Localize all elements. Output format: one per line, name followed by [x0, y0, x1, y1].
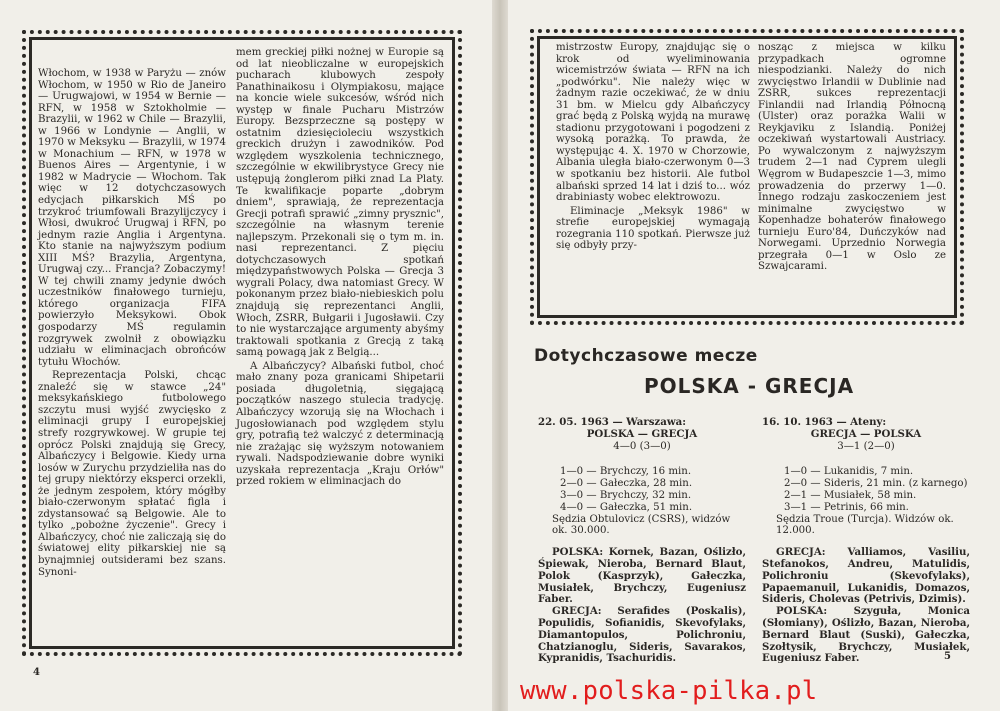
goal-entry: 2—0 — Gałeczka, 28 min.	[560, 478, 693, 490]
goal-list	[538, 466, 746, 513]
match-teams: POLSKA — GRECJA	[586, 427, 698, 440]
paragraph: mistrzostw Europy, znajdując się o krok od wyeliminowania wicemistrzów świata — RFN na ich „podwórku". Nie należy więc w żadnym razie oczekiwać, że w dniu 31 bm. w Mielcu gdy Albańczycy grać będą z Polską wyjdą na murawę stadionu przygotowani i pogodzeni z wysoką porażką. To prawda, że występując 4. X. 1970 w Chorzowie, Albania uległa biało-czerwonym 0—3 w spotkaniu bez historii. Ale futbol albański sprzed 14 lat i dziś to... wóz drabiniasty wobec elektrowozu.	[556, 42, 750, 204]
referee-info: Sędzia Obtulovicz (CSRS), widzów ok. 30.000.	[552, 513, 731, 537]
goal-entry: 1—0 — Brychczy, 16 min.	[560, 466, 692, 478]
match-date: 16. 10. 1963 — Ateny:	[762, 416, 887, 428]
goal-entry: 2—0 — Sideris, 21 min. (z karnego)	[784, 478, 968, 490]
right-column-2	[758, 42, 946, 273]
goal-entry: 3—1 — Petrinis, 66 min.	[784, 501, 909, 513]
lineups	[538, 547, 746, 665]
match-date: 22. 05. 1963 — Warszawa:	[538, 416, 686, 428]
page-number-left: 4	[33, 667, 40, 678]
left-column-1	[38, 68, 226, 578]
match-score: 3—1 (2—0)	[837, 440, 895, 452]
paragraph: Eliminacje „Meksyk 1986" w strefie europejskiej wymagają rozegrania 110 spotkań. Pierwsze już się odbyły przy-	[556, 205, 750, 252]
book-gutter	[492, 0, 508, 711]
lineups	[762, 547, 970, 665]
section-title: POLSKA - GRECJA	[643, 374, 855, 398]
page-number-right: 5	[944, 651, 951, 662]
goal-entry: 2—1 — Musiałek, 58 min.	[784, 489, 917, 501]
goal-list	[762, 466, 970, 513]
lineup-greece: GRECJA: Serafides (Poskalis), Populidis, Sofianidis, Skevofylaks, Diamantopulos, Polichroniu, Chatzianoglu, Sideris, Savarakos, Kypranidis, Tsachuridis.	[538, 605, 746, 665]
paragraph: mem greckiej piłki nożnej w Europie są od lat nieobliczalne w europejskich pucharach klubowych zespoły Panathinaikosu i Olympiakosu, mające na koncie wiele sukcesów, wśród nich występ w finale Pucharu Mistrzów Europy. Bezsprzeczne są postępy w ostatnim dziesięcioleciu wszystkich greckich drużyn i zawodników. Pod względem wyszkolenia technicznego, szczególnie w ekwilibrystyce Grecy nie ustępują żonglerom piłki znad La Platy. Te kwalifikacje poparte „dobrym dniem", sprawiają, że reprezentacja Grecji potrafi sprawić „zimny prysznic", szczególnie na własnym terenie najlepszym. Przekonali się o tym m. in. nasi reprezentanci. Z pięciu dotychczasowych spotkań międzypaństwowych Polska — Grecja 3 wygrali Polacy, dwa natomiast Grecy. W pokonanym przez biało-niebieskich polu znajdują się reprezentanci Anglii, Włoch, ZSRR, Bułgarii i Jugosławii. Czy to nie wystarczające argumenty abyśmy traktowali spotkania z Grecją z taką samą powagą jak z Belgią...	[236, 47, 444, 359]
paragraph: Reprezentacja Polski, chcąc znaleźć się w stawce „24" meksykańskiego futbolowego szczytu musi wyjść zwycięsko z eliminacji grupy I europejskiej strefy rozgrywkowej. W grupie tej oprócz Polski znajdują się Grecy, Albańczycy i Belgowie. Kiedy urna losów w Zurychu przydzieliła nas do tej grupy niektórzy eksperci orzekli, że jednym zespołem, który mógłby biało-czerwonym spłatać figla i zdystansować są Belgowie. Ale to tylko „pobożne życzenie". Grecy i Albańczycy, choć nie zaliczają się do światowej elity piłkarskiej nie są bynajmniej outsiderami bez szans. Synoni-	[38, 370, 226, 578]
lineup-greece: GRECJA: Valliamos, Vasiliu, Stefanokos, Andreu, Matulidis, Polichroniu (Skevofylaks), Papaemanuil, Lukanidis, Domazos, Sideris, Cholevas (Petrivis, Dzimis).	[762, 546, 970, 606]
left-column-2	[236, 47, 444, 488]
lineup-poland: POLSKA: Szyguła, Monica (Słomiany), Oślizło, Bazan, Nieroba, Bernard Blaut (Suski), Gałeczka, Szołtysik, Brychczy, Musiałek, Eugeniusz Faber.	[762, 605, 970, 665]
section-heading: Dotychczasowe mecze	[534, 346, 758, 366]
lineup-poland: POLSKA: Kornek, Bazan, Oślizło, Śpiewak, Nieroba, Bernard Blaut, Polok (Kasprzyk), Gałeczka, Musiałek, Brychczy, Eugeniusz Faber.	[538, 546, 746, 606]
paragraph: nosząc z miejsca w kilku przypadkach ogromne niespodzianki. Należy do nich zwycięstwo Irlandii w Dublinie nad ZSRR, sukces reprezentacji Finlandii nad Irlandią Północną (Ulster) oraz porażka Walii w Reykjaviku z Islandią. Poniżej oczekiwań wystartowali Austriacy. Po wywalczonym z najwyższym trudem 2—1 nad Cyprem ulegli Węgrom w Budapeszcie 1—3, mimo prowadzenia do przerwy 1—0. Innego rodzaju zaskoczeniem jest minimalne zwycięstwo w Kopenhadze bohaterów finałowego turnieju Euro'84, Duńczyków nad Norwegami. Uprzednio Norwegia przegrała 0—1 w Oslo ze Szwajcarami.	[758, 42, 946, 273]
goal-entry: 3—0 — Brychczy, 32 min.	[560, 489, 692, 501]
match-score: 4—0 (3—0)	[613, 440, 671, 452]
right-column-1	[556, 42, 750, 252]
paragraph: Włochom, w 1938 w Paryżu — znów Włochom, w 1950 w Rio de Janeiro — Urugwajowi, w 1954 w Bernie — RFN, w 1958 w Sztokholmie — Brazylii, w 1962 w Chile — Brazylii, w 1966 w Londynie — Anglii, w 1970 w Meksyku — Brazylii, w 1974 w Monachium — RFN, w 1978 w Buenos Aires — Argentynie, i w 1982 w Madrycie — Włochom. Tak więc w 12 dotychczasowych edycjach piłkarskich MŚ po trzykroć triumfowali Brazylijczycy i Włosi, dwukroć Urugwaj i RFN, po jednym razie Anglia i Argentyna. Kto stanie na najwyższym podium XIII MŚ? Brazylia, Argentyna, Urugwaj czy... Francja? Zobaczymy! W tej chwili znamy jedynie dwóch uczestników finałowego turnieju, którego organizacja FIFA powierzyło Meksykowi. Obok gospodarzy MŚ regulamin rozgrywek zwolnił z obowiązku udziału w eliminacjach obrońców tytułu Włochów.	[38, 68, 226, 368]
referee-info: Sędzia Troue (Turcja). Widzów ok. 12.000.	[776, 513, 954, 537]
paragraph: A Albańczycy? Albański futbol, choć mało znany poza granicami Shipetarii posiada długoletnią, sięgającą początków naszego stulecia tradycję. Albańczycy wzorują się na Włochach i Jugosłowianach pod względem stylu gry, potrafią też walczyć z determinacją nie zrażając się wyższym notowaniem rywali. Nadspodziewanie dobre wyniki uzyskała reprezentacja „Kraju Orłów" przed rokiem w eliminacjach do	[236, 360, 444, 488]
goal-entry: 4—0 — Gałeczka, 51 min.	[560, 501, 693, 513]
goal-entry: 1—0 — Lukanidis, 7 min.	[784, 466, 914, 478]
watermark-url: www.polska-pilka.pl	[520, 676, 818, 706]
match-2	[762, 417, 970, 665]
match-teams: GRECJA — POLSKA	[810, 427, 922, 440]
match-1	[538, 417, 746, 665]
